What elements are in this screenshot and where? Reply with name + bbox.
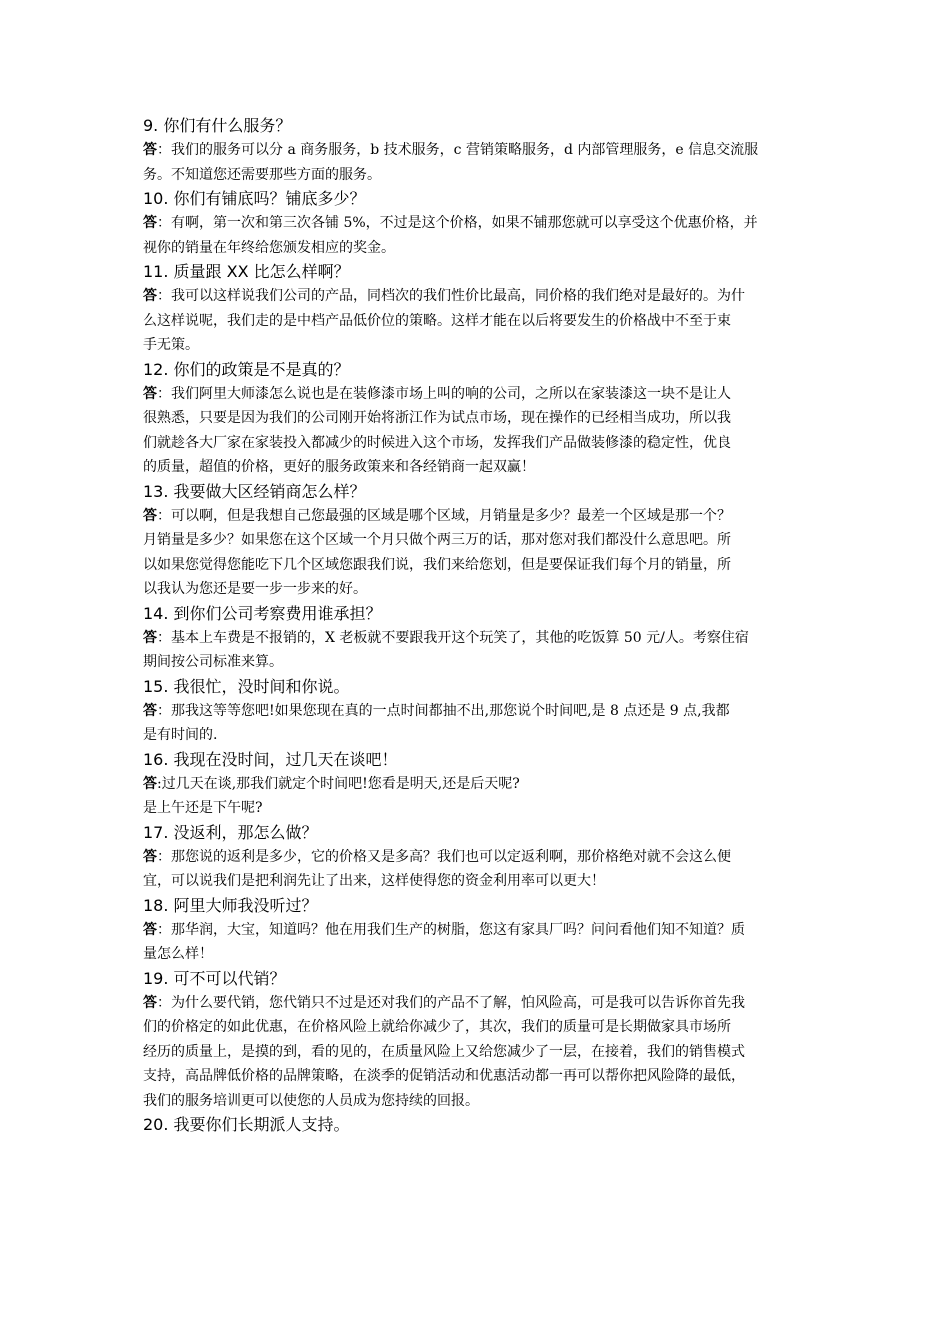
answer-line: 的质量，超值的价格，更好的服务政策来和各经销商一起双赢！ bbox=[143, 459, 535, 475]
answer-line: 务。不知道您还需要那些方面的服务。 bbox=[143, 166, 381, 183]
answer-line: 我们的服务培训更可以使您的人员成为您持续的回报。 bbox=[143, 1092, 479, 1109]
answer-line: 月销量是多少？如果您在这个区域一个月只做个两三万的话，那对您对我们都没什么意思吧。所 bbox=[143, 532, 731, 548]
answer-line: 期间按公司标准来算。 bbox=[143, 654, 283, 670]
answer-11 bbox=[143, 284, 815, 358]
answer-line: 经历的质量上，是摸的到，看的见的，在质量风险上又给您减少了一层，在接着，我们的销售模式 bbox=[143, 1043, 745, 1060]
answer-label: 答 bbox=[143, 288, 157, 304]
answer-line: 视你的销量在年终给您颁发相应的奖金。 bbox=[143, 239, 395, 256]
answer-line: 以我认为您还是要一步一步来的好。 bbox=[143, 581, 367, 597]
answer-line: 答：那我这等等您吧!如果您现在真的一点时间都抽不出,那您说个时间吧,是 8 点还是 9 点,我都 bbox=[143, 702, 730, 719]
question-14: 14. 到你们公司考察费用谁承担？ bbox=[143, 603, 382, 623]
question-13: 13. 我要做大区经销商怎么样？ bbox=[143, 481, 366, 501]
answer-line: 很熟悉，只要是因为我们的公司刚开始将浙江作为试点市场，现在操作的已经相当成功，所以我 bbox=[143, 410, 731, 426]
question-18: 18. 阿里大师我没听过？ bbox=[143, 895, 318, 915]
question-12: 12. 你们的政策是不是真的？ bbox=[143, 359, 350, 379]
answer-9 bbox=[143, 138, 815, 187]
answer-line: 答：可以啊，但是我想自己您最强的区域是哪个区域，月销量是多少？最差一个区域是那一个？ bbox=[143, 507, 731, 524]
answer-line: 答：有啊，第一次和第三次各铺 5%，不过是这个价格，如果不铺那您就可以享受这个优惠价格，并 bbox=[143, 215, 758, 231]
question-16: 16. 我现在没时间，过几天在谈吧！ bbox=[143, 749, 398, 769]
answer-label: 答 bbox=[143, 994, 157, 1011]
answer-line: 么这样说呢，我们走的是中档产品低价位的策略。这样才能在以后将要发生的价格战中不至于束 bbox=[143, 312, 731, 329]
answer-12 bbox=[143, 382, 815, 480]
question-17: 17. 没返利，那怎么做？ bbox=[143, 822, 318, 842]
answer-line: 以如果您觉得您能吃下几个区域您跟我们说，我们来给您划，但是要保证我们每个月的销量，所 bbox=[143, 556, 731, 573]
answer-label: 答 bbox=[143, 702, 157, 719]
document-page bbox=[143, 114, 815, 1137]
answer-line: 支持，高品牌低价格的品牌策略，在淡季的促销活动和优惠活动都一再可以帮你把风险降的最低， bbox=[143, 1068, 745, 1084]
question-15: 15. 我很忙，没时间和你说。 bbox=[143, 676, 350, 696]
answer-18 bbox=[143, 918, 815, 967]
answer-14 bbox=[143, 626, 815, 675]
answer-13 bbox=[143, 504, 815, 602]
answer-15 bbox=[143, 699, 815, 748]
answer-16 bbox=[143, 772, 815, 821]
answer-label: 答 bbox=[143, 142, 157, 158]
question-9: 9. 你们有什么服务？ bbox=[143, 116, 292, 135]
answer-label: 答 bbox=[143, 775, 157, 792]
answer-label: 答 bbox=[143, 385, 157, 402]
answer-line: 是上午还是下午呢? bbox=[143, 800, 263, 816]
answer-17 bbox=[143, 845, 815, 894]
answer-line: 宜，可以说我们是把利润先让了出来，这样使得您的资金利用率可以更大！ bbox=[143, 873, 605, 889]
answer-line: 答：我们的服务可以分 a 商务服务，b 技术服务，c 营销策略服务，d 内部管理服务，e 信息交流服 bbox=[143, 142, 759, 158]
answer-19 bbox=[143, 991, 815, 1114]
answer-line: 量怎么样！ bbox=[143, 946, 213, 962]
answer-label: 答 bbox=[143, 507, 157, 524]
answer-label: 答 bbox=[143, 921, 157, 938]
answer-line: 答：我们阿里大师漆怎么说也是在装修漆市场上叫的响的公司，之所以在家装漆这一块不是让人 bbox=[143, 385, 731, 402]
answer-10 bbox=[143, 211, 815, 260]
answer-line: 答：那您说的返利是多少，它的价格又是多高？我们也可以定返利啊，那价格绝对就不会这么便 bbox=[143, 848, 731, 865]
question-19: 19. 可不可以代销？ bbox=[143, 968, 286, 988]
answer-line: 答:过几天在谈,那我们就定个时间吧!您看是明天,还是后天呢? bbox=[143, 775, 520, 792]
question-20: 20. 我要你们长期派人支持。 bbox=[143, 1115, 350, 1134]
answer-line: 手无策。 bbox=[143, 337, 199, 353]
answer-line: 答：基本上车费是不报销的，X 老板就不要跟我开这个玩笑了，其他的吃饭算 50 元/人。考察住宿 bbox=[143, 629, 749, 646]
answer-line: 们就趁各大厂家在家装投入都减少的时候进入这个市场，发挥我们产品做装修漆的稳定性，优良 bbox=[143, 434, 731, 451]
answer-label: 答 bbox=[143, 215, 157, 231]
answer-label: 答 bbox=[143, 629, 157, 646]
answer-line: 答：为什么要代销，您代销只不过是还对我们的产品不了解，怕风险高，可是我可以告诉你首先我 bbox=[143, 994, 745, 1011]
answer-line: 答：那华润，大宝，知道吗？他在用我们生产的树脂，您这有家具厂吗？问问看他们知不知道？质 bbox=[143, 921, 745, 938]
answer-line: 答：我可以这样说我们公司的产品，同档次的我们性价比最高，同价格的我们绝对是最好的。为什 bbox=[143, 288, 745, 304]
answer-line: 们的价格定的如此优惠，在价格风险上就给你减少了，其次，我们的质量可是长期做家具市场所 bbox=[143, 1019, 731, 1035]
question-11: 11. 质量跟 XX 比怎么样啊？ bbox=[143, 262, 350, 281]
answer-line: 是有时间的. bbox=[143, 727, 218, 743]
answer-label: 答 bbox=[143, 848, 157, 865]
question-10: 10. 你们有铺底吗？铺底多少？ bbox=[143, 189, 366, 208]
